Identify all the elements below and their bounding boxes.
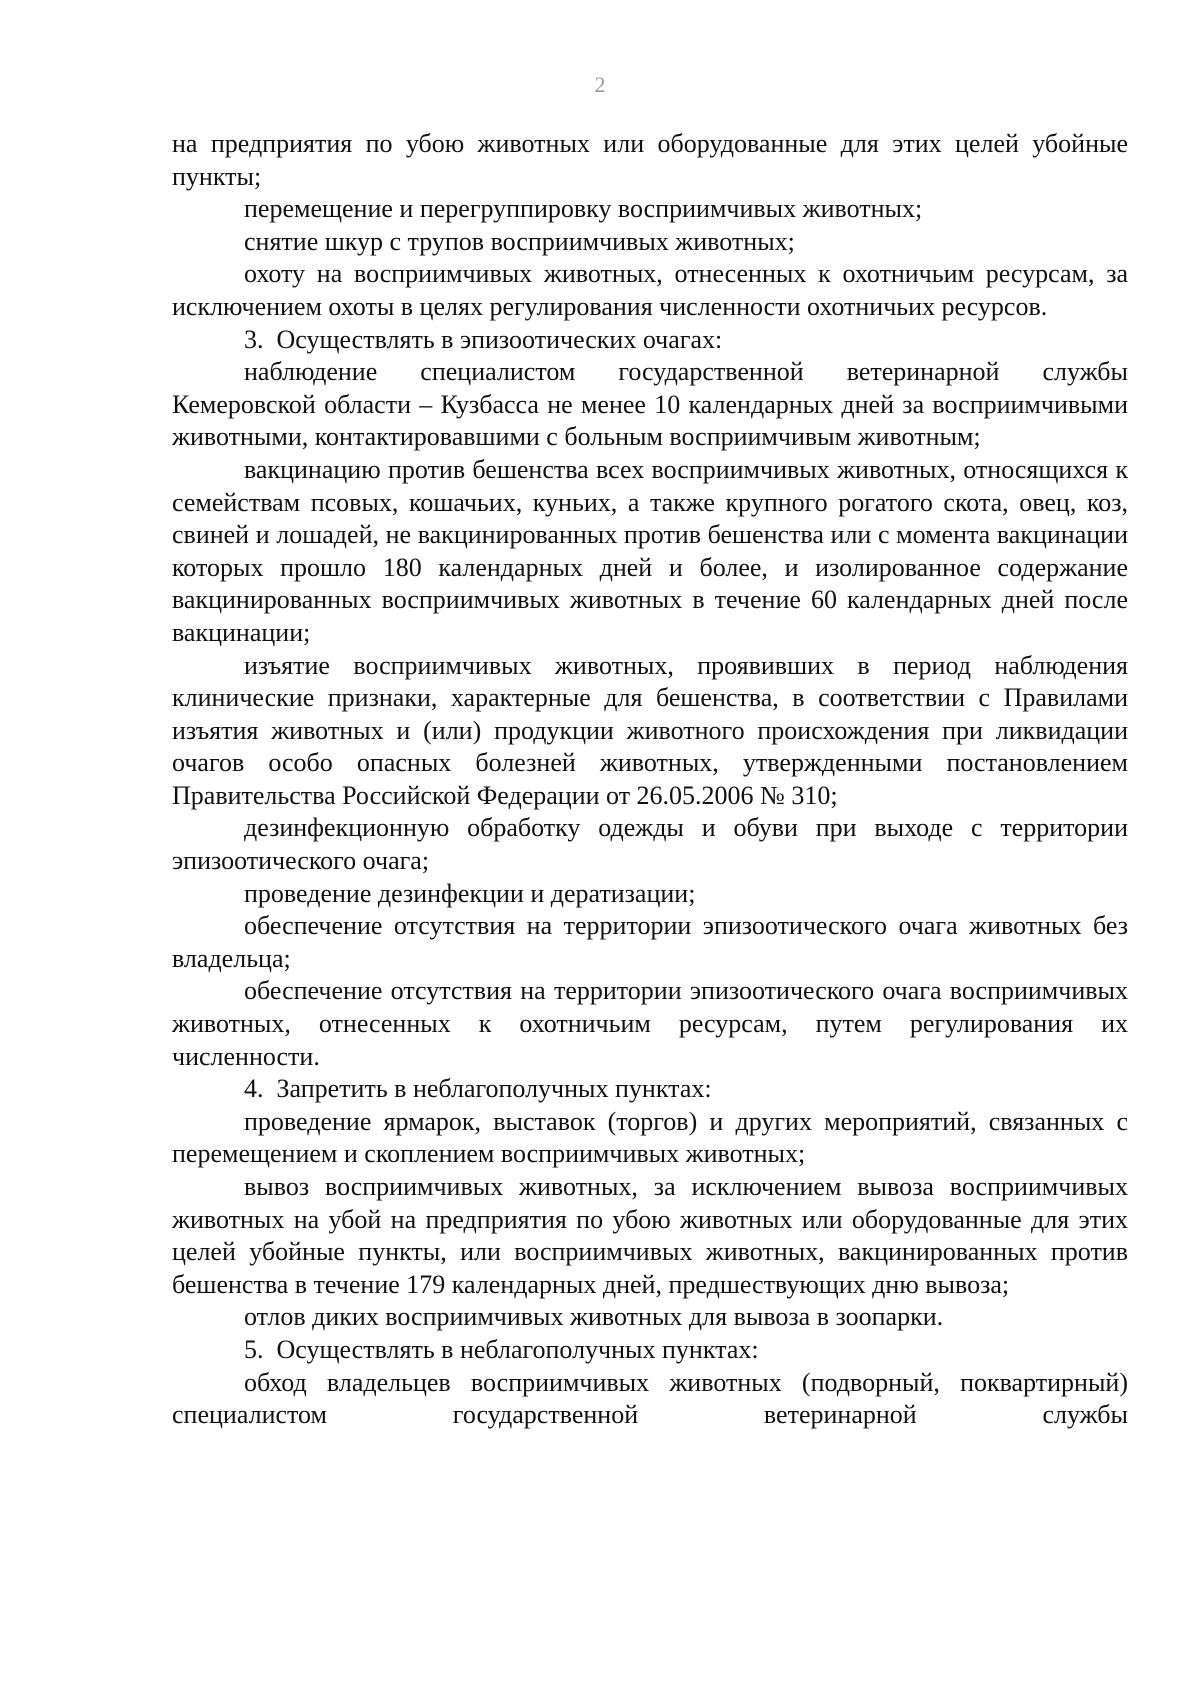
paragraph: отлов диких восприимчивых животных для вывоза в зоопарки. [244,1302,944,1332]
paragraph: проведение дезинфекции и дератизации; [244,878,696,908]
paragraph: 5. Осуществлять в неблагополучных пунктах: [244,1334,759,1364]
paragraph: снятие шкур с трупов восприимчивых животных; [244,226,795,256]
paragraph: проведение ярмарок, выставок (торгов) и других мероприятий, связанных с перемещением и скоплением восприимчивых животных; [172,1106,1128,1169]
paragraph: вывоз восприимчивых животных, за исключением вывоза восприимчивых животных на убой на предприятия по убою животных или оборудованные для этих целей убойные пункты, или восприимчивых животных, вакцинированных против бешенства в течение 179 календарных дней, предшествующих дню вывоза; [172,1172,1128,1299]
document-body [172,128,1128,1432]
paragraph: изъятие восприимчивых животных, проявивших в период наблюдения клинические признаки, характерные для бешенства, в соответствии с Правилами изъятия животных и (или) продукции животного происхождения при ликвидации очагов особо опасных болезней животных, утвержденными постановлением Правительства Российской Федерации от 26.05.2006 № 310; [172,650,1128,810]
paragraph: 3. Осуществлять в эпизоотических очагах: [244,324,723,354]
paragraph: обход владельцев восприимчивых животных (подворный, поквартирный) специалистом государственной ветеринарной службы [172,1367,1128,1430]
paragraph: дезинфекционную обработку одежды и обуви при выходе с территории эпизоотического очага; [172,813,1128,876]
paragraph: вакцинацию против бешенства всех восприимчивых животных, относящихся к семействам псовых, кошачьих, куньих, а также крупного рогатого скота, овец, коз, свиней и лошадей, не вакцинированных против бешенства или с момента вакцинации которых прошло 180 календарных дней и более, и изолированное содержание вакцинированных восприимчивых животных в течение 60 календарных дней после вакцинации; [172,454,1128,647]
paragraph: перемещение и перегруппировку восприимчивых животных; [244,194,923,224]
page-number: 2 [594,72,606,97]
paragraph: обеспечение отсутствия на территории эпизоотического очага животных без владельца; [172,911,1128,973]
paragraph: 4. Запретить в неблагополучных пунктах: [244,1074,712,1104]
paragraph: охоту на восприимчивых животных, отнесенных к охотничьим ресурсам, за исключением охоты в целях регулирования численности охотничьих ресурсов. [172,259,1128,321]
paragraph: наблюдение специалистом государственной ветеринарной службы Кемеровской области – Кузбасса не менее 10 календарных дней за восприимчивыми животными, контактировавшими с больным восприимчивым животным; [172,357,1128,452]
paragraph: на предприятия по убою животных или оборудованные для этих целей убойные пункты; [172,129,1128,191]
paragraph: обеспечение отсутствия на территории эпизоотического очага восприимчивых животных, отнесенных к охотничьим ресурсам, путем регулирования их численности. [172,976,1128,1071]
